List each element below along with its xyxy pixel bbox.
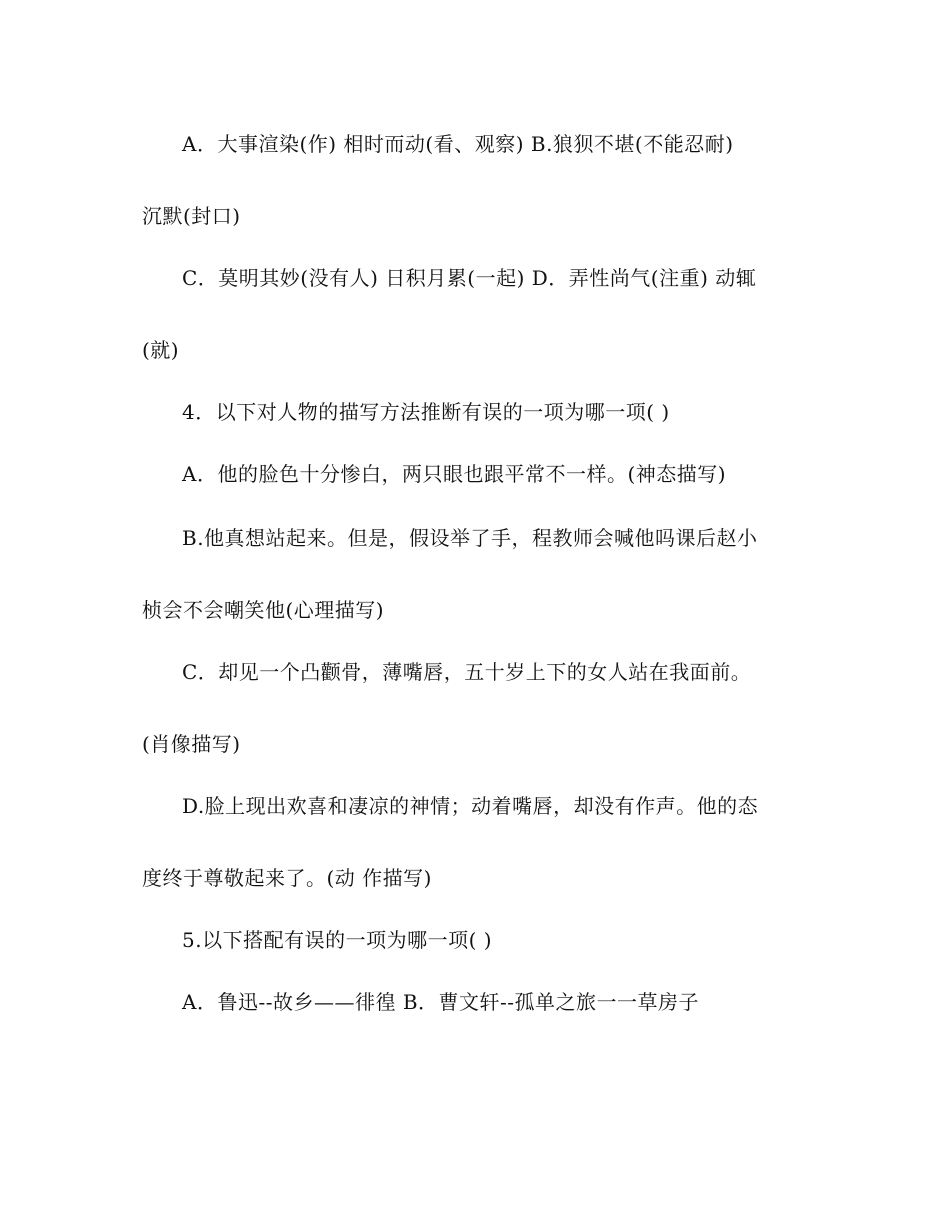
- q4-option-c-continuation: (肖像描写): [142, 732, 241, 756]
- q5-option-a-b: A．鲁迅--故乡——徘徨 B．曹文轩--孤单之旅一一草房子: [182, 990, 700, 1014]
- q4-option-c: C．却见一个凸颧骨，薄嘴唇，五十岁上下的女人站在我面前。: [182, 660, 752, 684]
- q3-option-a-b-line: A．大事渲染(作) 相时而动(看、观察) B.狼狈不堪(不能忍耐): [182, 132, 734, 156]
- q3-option-d-continuation: (就): [142, 338, 180, 362]
- question-4-stem: 4．以下对人物的描写方法推断有误的一项为哪一项( ): [182, 400, 670, 424]
- q4-option-d: D.脸上现出欢喜和凄凉的神情；动着嘴唇，却没有作声。他的态: [182, 794, 759, 818]
- question-5-stem: 5.以下搭配有误的一项为哪一项( ): [182, 928, 493, 952]
- q3-option-b-continuation: 沉默(封口): [142, 204, 241, 228]
- q4-option-b-continuation: 桢会不会嘲笑他(心理描写): [142, 598, 385, 622]
- q4-option-d-continuation: 度终于尊敬起来了。(动 作描写): [142, 866, 432, 890]
- q3-option-c-d-line: C．莫明其妙(没有人) 日积月累(一起) D．弄性尚气(注重) 动辄: [182, 266, 757, 290]
- q4-option-a: A．他的脸色十分惨白，两只眼也跟平常不一样。(神态描写): [182, 462, 727, 486]
- q4-option-b: B.他真想站起来。但是，假设举了手，程教师会喊他吗课后赵小: [182, 526, 758, 550]
